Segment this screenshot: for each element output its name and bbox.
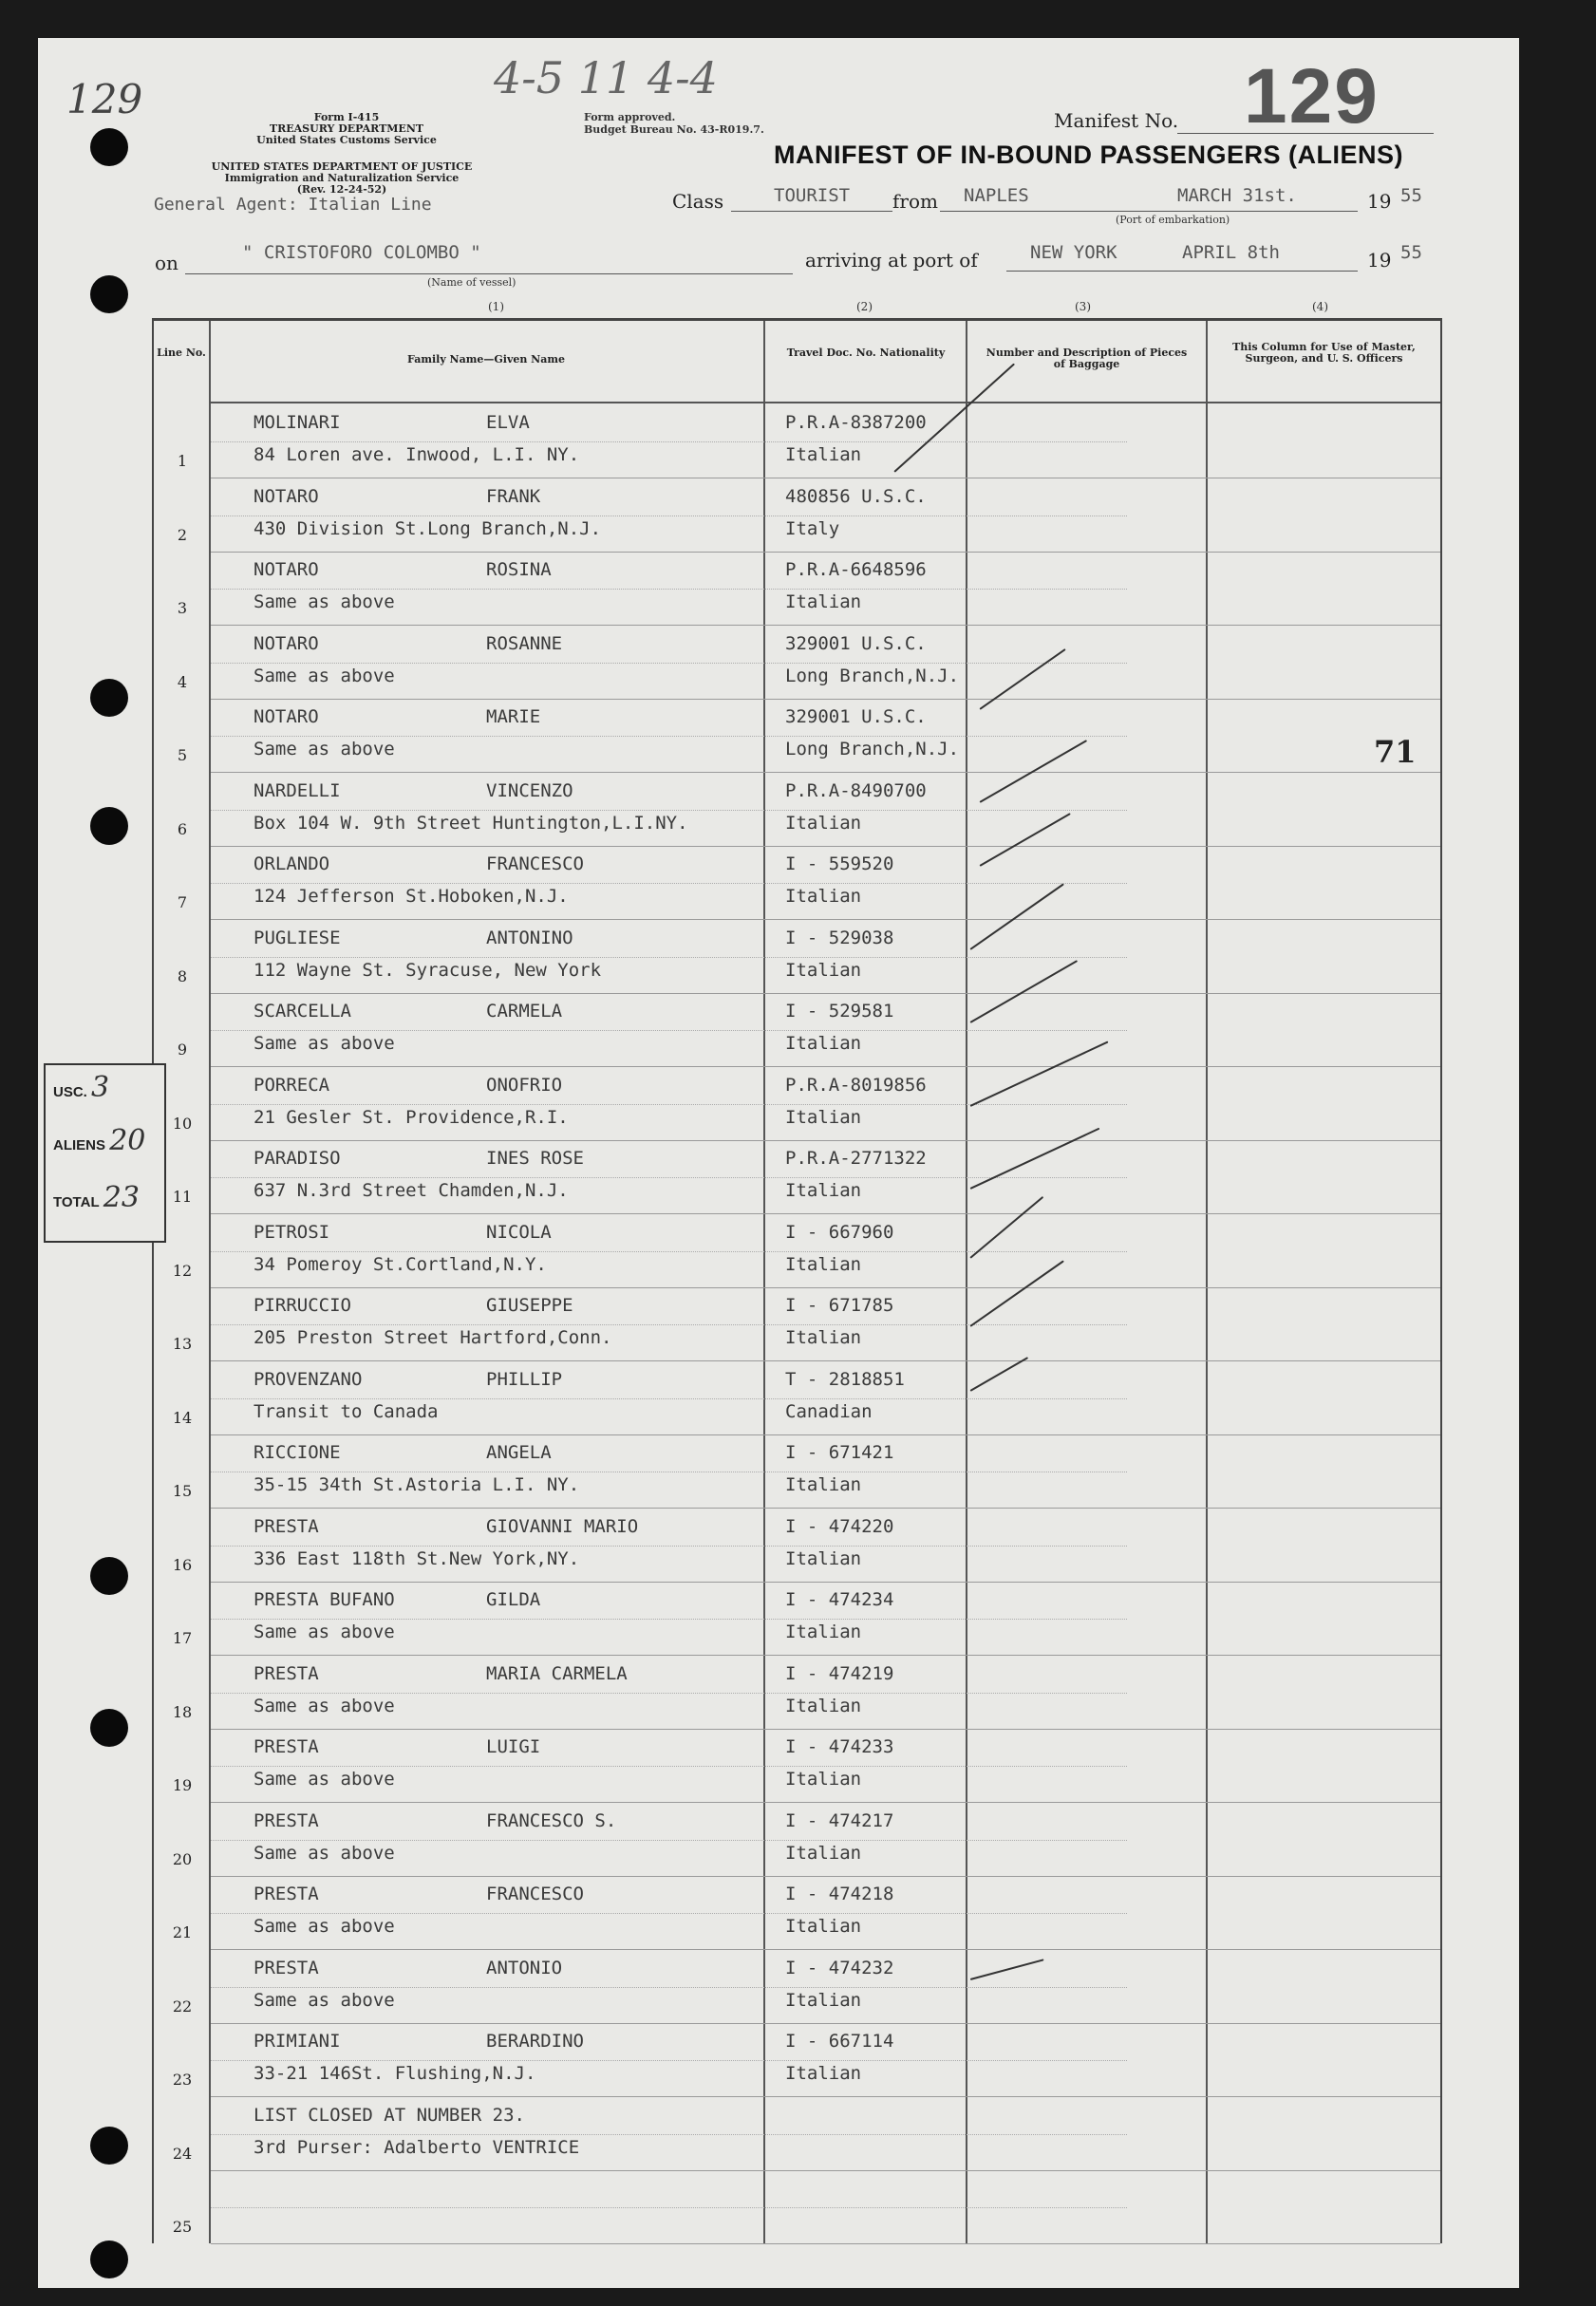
row-doc: P.R.A-6648596: [785, 559, 927, 580]
on-label: on: [155, 252, 178, 274]
table-row: [154, 1214, 1440, 1288]
arrival-port: NEW YORK: [1030, 242, 1117, 263]
row-family: PUGLIESE: [253, 927, 341, 948]
row-line: 5: [177, 746, 188, 764]
table-row: [154, 1803, 1440, 1877]
row-line: 11: [172, 1188, 193, 1206]
row-doc: P.R.A-8387200: [785, 412, 927, 433]
table-row: [154, 1509, 1440, 1583]
row-given: ROSANNE: [486, 632, 563, 654]
row-given: GILDA: [486, 1589, 541, 1610]
row-midline: [211, 1619, 1127, 1621]
row-nat: Italian: [785, 1547, 862, 1569]
row-address: Transit to Canada: [253, 1400, 439, 1422]
row-family: PRESTA BUFANO: [253, 1589, 395, 1610]
row-nat: Long Branch,N.J.: [785, 665, 960, 686]
row-family: NOTARO: [253, 632, 319, 654]
year-2: 55: [1400, 242, 1422, 263]
row-family: ORLANDO: [253, 853, 330, 874]
col-number-1: (1): [488, 300, 504, 313]
row-doc: I - 529038: [785, 927, 894, 948]
row-line: 14: [172, 1408, 193, 1427]
table-row: [154, 1434, 1440, 1509]
table-row: [154, 1140, 1440, 1214]
row-given: VINCENZO: [486, 779, 573, 801]
table-row: [154, 1361, 1440, 1435]
treasury-dept: TREASURY DEPARTMENT: [269, 122, 424, 135]
row-nat: Italian: [785, 1916, 862, 1937]
row-family: PRESTA: [253, 1662, 319, 1684]
row-given: GIOVANNI MARIO: [486, 1515, 639, 1537]
total-count: [53, 1181, 140, 1214]
table-row: [154, 552, 1440, 626]
row-line: 4: [177, 672, 188, 691]
row-address: 33-21 146St. Flushing,N.J.: [253, 2063, 536, 2084]
row-doc: T - 2818851: [785, 1368, 905, 1390]
row-midline: [211, 1398, 1127, 1400]
row-doc: I - 671785: [785, 1295, 894, 1316]
row-midline: [211, 1693, 1127, 1695]
table-row: [154, 2023, 1440, 2097]
row-midline: [211, 1913, 1127, 1915]
form-number: Form I-415: [313, 111, 380, 123]
row-address: 430 Division St.Long Branch,N.J.: [253, 517, 602, 539]
row-nat: Italian: [785, 1180, 862, 1201]
row-address: 34 Pomeroy St.Cortland,N.Y.: [253, 1253, 547, 1275]
row-line: 3: [177, 599, 188, 617]
aliens-value: 20: [109, 1124, 146, 1157]
table-row: [154, 1876, 1440, 1950]
table-row: [154, 2170, 1440, 2244]
row-separator: [211, 2243, 1440, 2244]
row-address: Same as above: [253, 1769, 395, 1790]
total-label: TOTAL: [53, 1194, 100, 1210]
row-nat: Canadian: [785, 1400, 873, 1422]
header-rule: [209, 402, 1440, 403]
row-address: Same as above: [253, 591, 395, 612]
row-family: RICCIONE: [253, 1442, 341, 1463]
row-given: ROSINA: [486, 559, 552, 580]
row-nat: Italian: [785, 1695, 862, 1716]
row-doc: I - 474220: [785, 1515, 894, 1537]
row-nat: Long Branch,N.J.: [785, 739, 960, 759]
row-line: 6: [177, 819, 188, 838]
row-family: PRESTA: [253, 1957, 319, 1978]
row-midline: [211, 516, 1127, 517]
row-doc: P.R.A-8490700: [785, 779, 927, 801]
row-family: PORRECA: [253, 1074, 330, 1096]
col-header-officers: This Column for Use of Master, Surgeon, and U. S. Officers: [1232, 341, 1416, 365]
row-doc: I - 474217: [785, 1809, 894, 1831]
row-line: 20: [172, 1849, 193, 1868]
ins-label: Immigration and Naturalization Service: [224, 172, 460, 184]
arriving-label: arriving at port of: [805, 249, 978, 272]
row-line: 23: [172, 2071, 193, 2089]
table-row: [154, 1729, 1440, 1803]
row-address: Same as above: [253, 1033, 395, 1054]
punch-hole: [90, 807, 128, 845]
row-doc: I - 667114: [785, 2031, 894, 2052]
table-row: [154, 478, 1440, 553]
row-doc: 329001 U.S.C.: [785, 632, 927, 654]
aliens-count: [53, 1124, 145, 1157]
justice-dept: UNITED STATES DEPARTMENT OF JUSTICE: [211, 160, 473, 173]
row-address: 205 Preston Street Hartford,Conn.: [253, 1327, 612, 1348]
row-address: 124 Jefferson St.Hoboken,N.J.: [253, 886, 569, 907]
row-line: 7: [177, 893, 188, 911]
row-doc: I - 474218: [785, 1884, 894, 1904]
row-address: 112 Wayne St. Syracuse, New York: [253, 959, 602, 981]
usc-value: 3: [91, 1071, 110, 1104]
row-nat: Italian: [785, 1327, 862, 1348]
row-nat: Italian: [785, 1253, 862, 1275]
row-nat: Italian: [785, 591, 862, 612]
table-row: [154, 1582, 1440, 1656]
row-given: GIUSEPPE: [486, 1295, 573, 1316]
row-midline: [211, 1840, 1127, 1842]
row-midline: [211, 883, 1127, 885]
row-midline: [211, 1251, 1127, 1253]
row-family: PARADISO: [253, 1148, 341, 1169]
table-row: [154, 1950, 1440, 2024]
row-address: Same as above: [253, 1622, 395, 1642]
row-midline: [211, 1030, 1127, 1032]
year-1: 55: [1400, 185, 1422, 206]
row-nat: Italian: [785, 886, 862, 907]
row-midline: [211, 810, 1127, 812]
row-family: PRESTA: [253, 1515, 319, 1537]
col-header-doc: Travel Doc. No. Nationality: [786, 347, 946, 359]
table-row: [154, 993, 1440, 1067]
col-number-3: (3): [1075, 300, 1091, 313]
row-address: Same as above: [253, 665, 395, 686]
row-family: MOLINARI: [253, 412, 341, 433]
row-midline: [211, 663, 1127, 665]
row-line: 1: [177, 452, 188, 470]
row-midline: [211, 1472, 1127, 1473]
row-doc: I - 474232: [785, 1957, 894, 1978]
manifest-table: [152, 300, 1442, 2243]
row-family: NARDELLI: [253, 779, 341, 801]
manifest-number: 129: [1244, 53, 1380, 140]
row-address: 3rd Purser: Adalberto VENTRICE: [253, 2136, 580, 2158]
row-line: 13: [172, 1335, 193, 1353]
from-value: NAPLES: [964, 185, 1029, 206]
row-nat: Italian: [785, 1474, 862, 1495]
table-row: [154, 846, 1440, 920]
row-given: FRANK: [486, 485, 541, 507]
row-address: 21 Gesler St. Providence,R.I.: [253, 1106, 569, 1128]
manifest-title: MANIFEST OF IN-BOUND PASSENGERS (ALIENS): [774, 141, 1404, 169]
row-line: 9: [177, 1041, 188, 1059]
row-doc: I - 559520: [785, 853, 894, 874]
row-given: ONOFRIO: [486, 1074, 563, 1096]
row-family: NOTARO: [253, 706, 319, 727]
punch-hole: [90, 679, 128, 717]
table-row: [154, 404, 1440, 478]
row-doc: I - 474219: [785, 1662, 894, 1684]
row-doc: I - 474233: [785, 1736, 894, 1757]
arrival-date: APRIL 8th: [1182, 242, 1280, 263]
row-family: NOTARO: [253, 559, 319, 580]
row-address: Box 104 W. 9th Street Huntington,L.I.NY.: [253, 812, 688, 834]
row-nat: Italian: [785, 2063, 862, 2084]
col-number-2: (2): [856, 300, 873, 313]
row-family: PRIMIANI: [253, 2031, 341, 2052]
punch-hole: [90, 1709, 128, 1747]
row-address: 336 East 118th St.New York,NY.: [253, 1547, 580, 1569]
customs-service: United States Customs Service: [256, 134, 437, 146]
class-line: [731, 211, 892, 212]
row-address: 84 Loren ave. Inwood, L.I. NY.: [253, 444, 580, 465]
row-family: PRESTA: [253, 1884, 319, 1904]
row-given: MARIA CARMELA: [486, 1662, 628, 1684]
row-line: 21: [172, 1923, 193, 1941]
row-given: NICOLA: [486, 1221, 552, 1243]
row-line: 18: [172, 1702, 193, 1721]
row-line: 8: [177, 966, 188, 985]
form-approved: Form approved.: [584, 111, 676, 123]
port-embarkation-caption: (Port of embarkation): [1116, 214, 1230, 226]
punch-hole: [90, 275, 128, 313]
total-value: 23: [103, 1181, 140, 1214]
punch-hole: [90, 2240, 128, 2278]
vessel-name: " CRISTOFORO COLOMBO ": [242, 242, 481, 263]
row-midline: [211, 1324, 1127, 1326]
class-value: TOURIST: [774, 185, 851, 206]
row-given: MARIE: [486, 706, 541, 727]
row-line: 15: [172, 1482, 193, 1500]
row-nat: Italian: [785, 1989, 862, 2011]
row-line: 24: [172, 2144, 193, 2163]
vessel-caption: (Name of vessel): [427, 276, 516, 289]
row-family: PRESTA: [253, 1809, 319, 1831]
row-midline: [211, 1987, 1127, 1989]
row-line: 17: [172, 1629, 193, 1647]
col-number-4: (4): [1312, 300, 1328, 313]
row-address: 35-15 34th St.Astoria L.I. NY.: [253, 1474, 580, 1495]
table-row: [154, 920, 1440, 994]
row-given: FRANCESCO: [486, 853, 584, 874]
row-nat: Italian: [785, 1106, 862, 1128]
row-family: LIST CLOSED AT NUMBER 23.: [253, 2104, 525, 2126]
vessel-line: [185, 273, 793, 274]
row-doc: 329001 U.S.C.: [785, 706, 927, 727]
row-nat: Italian: [785, 812, 862, 834]
year-prefix-2: 19: [1367, 249, 1392, 272]
row-doc: I - 671421: [785, 1442, 894, 1463]
row-given: ANGELA: [486, 1442, 552, 1463]
table-row: [154, 1287, 1440, 1361]
row-line: 12: [172, 1261, 193, 1280]
punch-hole: [90, 1557, 128, 1595]
row-midline: [211, 736, 1127, 738]
row-family: PRESTA: [253, 1736, 319, 1757]
row-given: CARMELA: [486, 1001, 563, 1022]
aliens-label: ALIENS: [53, 1137, 106, 1153]
row-given: FRANCESCO S.: [486, 1809, 617, 1831]
row-line: 2: [177, 525, 188, 544]
budget-number: Budget Bureau No. 43-R019.7.: [584, 123, 764, 136]
handwritten-71: 71: [1374, 734, 1417, 770]
row-family: PROVENZANO: [253, 1368, 363, 1390]
row-given: LUIGI: [486, 1736, 541, 1757]
row-given: PHILLIP: [486, 1368, 563, 1390]
row-midline: [211, 441, 1127, 443]
table-row: [154, 773, 1440, 847]
punch-hole: [90, 128, 128, 166]
form-header-left: [204, 112, 489, 146]
table-row: [154, 1067, 1440, 1141]
col-header-name: Family Name—Given Name: [407, 353, 565, 366]
row-nat: Italian: [785, 1842, 862, 1864]
row-given: ANTONIO: [486, 1957, 563, 1978]
table-row: [154, 1656, 1440, 1730]
row-doc: I - 474234: [785, 1589, 894, 1610]
form-revision: (Rev. 12-24-52): [296, 183, 387, 196]
row-nat: Italian: [785, 1769, 862, 1790]
row-midline: [211, 589, 1127, 591]
row-address: Same as above: [253, 1989, 395, 2011]
table-row: [154, 2097, 1440, 2171]
corner-handwritten-number: 129: [66, 76, 143, 122]
row-midline: [211, 2134, 1127, 2136]
class-label: Class: [672, 190, 724, 213]
row-given: ANTONINO: [486, 927, 573, 948]
row-family: NOTARO: [253, 485, 319, 507]
row-given: BERARDINO: [486, 2031, 584, 2052]
row-midline: [211, 957, 1127, 959]
table-row: [154, 699, 1440, 773]
arrival-line: [1006, 271, 1358, 272]
row-given: FRANCESCO: [486, 1884, 584, 1904]
row-given: INES ROSE: [486, 1148, 584, 1169]
from-label: from: [892, 190, 938, 213]
row-nat: Italian: [785, 444, 862, 465]
row-midline: [211, 1766, 1127, 1768]
form-header-justice: [152, 161, 532, 196]
row-line: 22: [172, 1997, 193, 2015]
row-nat: Italian: [785, 1033, 862, 1054]
row-nat: Italian: [785, 959, 862, 981]
row-doc: I - 667960: [785, 1221, 894, 1243]
row-family: PIRRUCCIO: [253, 1295, 351, 1316]
embarkation-date: MARCH 31st.: [1177, 185, 1297, 206]
row-midline: [211, 2060, 1127, 2062]
usc-count: [53, 1071, 109, 1104]
from-line: [940, 211, 1358, 212]
row-address: Same as above: [253, 1695, 395, 1716]
manifest-no-label: Manifest No.: [1054, 109, 1179, 132]
general-agent: General Agent: Italian Line: [154, 195, 432, 215]
row-line: 10: [172, 1114, 193, 1133]
row-doc: 480856 U.S.C.: [785, 485, 927, 507]
row-line: 25: [172, 2218, 193, 2236]
row-doc: I - 529581: [785, 1001, 894, 1022]
row-address: 637 N.3rd Street Chamden,N.J.: [253, 1180, 569, 1201]
row-midline: [211, 2207, 1127, 2209]
row-line: 16: [172, 1555, 193, 1574]
row-address: Same as above: [253, 1916, 395, 1937]
year-prefix-1: 19: [1367, 190, 1392, 213]
row-midline: [211, 1546, 1127, 1547]
row-nat: Italy: [785, 517, 840, 539]
row-line: 19: [172, 1776, 193, 1794]
row-doc: P.R.A-8019856: [785, 1074, 927, 1096]
row-family: SCARCELLA: [253, 1001, 351, 1022]
col-header-line: Line No.: [157, 347, 206, 359]
row-midline: [211, 1104, 1127, 1106]
handwritten-top-notes: 4-5 11 4-4: [494, 52, 718, 103]
usc-label: USC.: [53, 1084, 87, 1100]
row-doc: P.R.A-2771322: [785, 1148, 927, 1169]
row-address: Same as above: [253, 739, 395, 759]
punch-hole: [90, 2127, 128, 2165]
table-row: [154, 626, 1440, 700]
tally-box: [44, 1063, 166, 1243]
row-address: Same as above: [253, 1842, 395, 1864]
row-given: ELVA: [486, 412, 530, 433]
row-nat: Italian: [785, 1622, 862, 1642]
row-family: PETROSI: [253, 1221, 330, 1243]
col-header-baggage: Number and Description of Pieces of Baggage: [986, 347, 1188, 370]
